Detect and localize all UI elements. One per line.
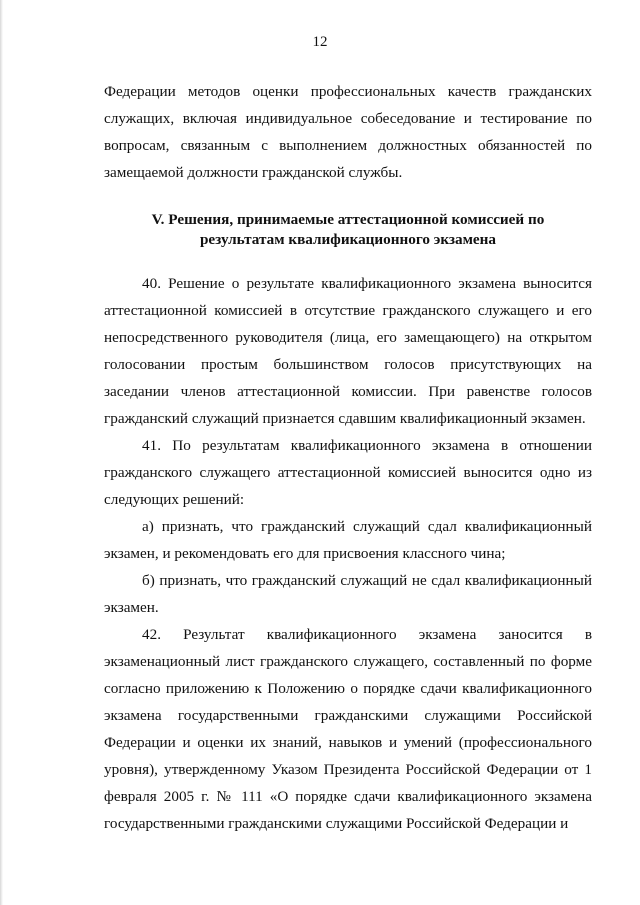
paragraph-41: 41. По результатам квалификационного экзамена в отношении гражданского служащего аттестационной комиссией выносится одно из следующих решений: <box>104 437 592 508</box>
paragraph-continuation: Федерации методов оценки профессиональных качеств гражданских служащих, включая индивидуальное собеседование и тестирование по вопросам, связанным с выполнением должностных обязанностей по замещаемой должности гражданской службы. <box>104 83 592 181</box>
document-body <box>104 78 592 837</box>
paragraph-41-a: а) признать, что гражданский служащий сдал квалификационный экзамен, и рекомендовать его для присвоения классного чина; <box>104 518 592 562</box>
section-heading <box>104 210 592 250</box>
paragraph-40: 40. Решение о результате квалификационного экзамена выносится аттестационной комиссией в отсутствие гражданского служащего и его непосредственного руководителя (лица, его замещающего) на открытом голосовании простым большинством голосов присутствующих на заседании членов аттестационной комиссии. При равенстве голосов гражданский служащий признается сдавшим квалификационный экзамен. <box>104 275 592 427</box>
page-number: 12 <box>312 34 328 50</box>
paragraph-41-b: б) признать, что гражданский служащий не сдал квалификационный экзамен. <box>104 572 592 616</box>
section-heading-line-1: V. Решения, принимаемые аттестационной комиссией по <box>151 211 545 228</box>
paragraph-42: 42. Результат квалификационного экзамена заносится в экзаменационный лист гражданского служащего, составленный по форме согласно приложению к Положению о порядке сдачи квалификационного экзамена государственными гражданскими служащими Российской Федерации и оценки их знаний, навыков и умений (профессионального уровня), утвержденному Указом Президента Российской Федерации от 1 февраля 2005 г. № 111 «О порядке сдачи квалификационного экзамена государственными гражданскими служащими Российской Федерации и <box>104 626 592 832</box>
section-heading-line-2: результатам квалификационного экзамена <box>199 231 497 248</box>
scan-edge <box>0 0 3 905</box>
